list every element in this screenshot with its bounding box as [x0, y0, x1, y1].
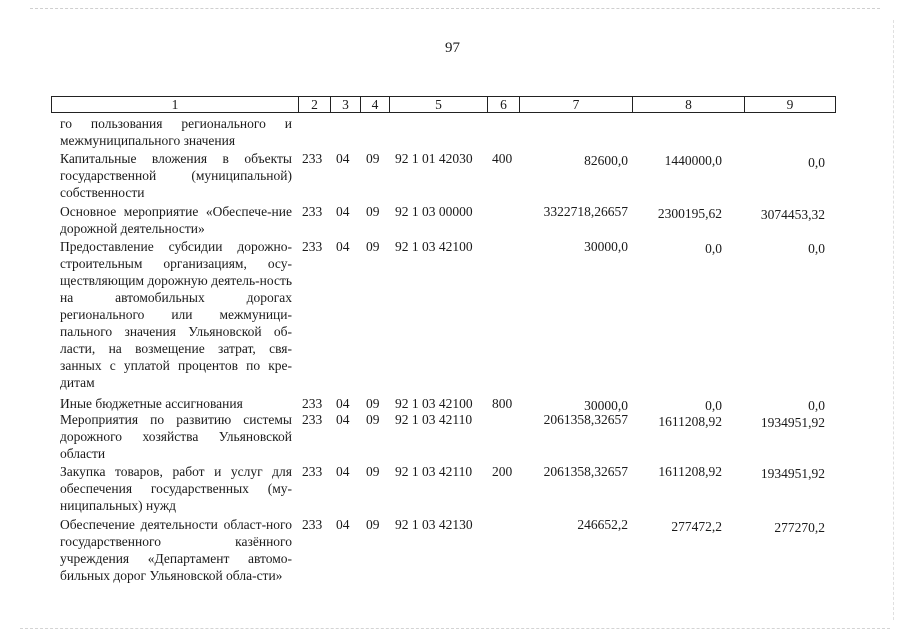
header-col-4: 4 — [360, 96, 389, 113]
row-code-4: 09 — [366, 396, 380, 411]
row-value-7: 2061358,32657 — [543, 412, 628, 427]
row-name: Иные бюджетные ассигнования — [60, 396, 243, 411]
row-value-9: 0,0 — [808, 398, 825, 413]
row-code-4: 09 — [366, 204, 380, 219]
row-value-8: 2300195,62 — [657, 206, 722, 221]
row-name: Обеспечение деятельности област-ного государственного казённого учреждения «Департамент автомо-бильных дорог Ульяновской обла-сти» — [60, 517, 292, 583]
row-code-2: 233 — [302, 396, 323, 411]
header-col-2: 2 — [298, 96, 330, 113]
scan-artifact-bottom — [20, 628, 890, 629]
row-name: Закупка товаров, работ и услуг для обеспечения государственных (му-ниципальных) нужд — [60, 464, 292, 513]
row-code-5: 92 1 03 42100 — [395, 239, 473, 254]
row-value-7: 82600,0 — [584, 153, 628, 168]
row-code-5: 92 1 03 42110 — [395, 412, 473, 427]
header-col-8: 8 — [632, 96, 744, 113]
row-value-8: 0,0 — [705, 241, 722, 256]
row-value-7: 3322718,26657 — [543, 204, 628, 219]
row-code-4: 09 — [366, 151, 380, 166]
row-value-9: 0,0 — [808, 241, 825, 256]
row-code-4: 09 — [366, 517, 380, 532]
row-value-8: 277472,2 — [671, 519, 722, 534]
row-value-7: 30000,0 — [584, 398, 628, 413]
row-code-3: 04 — [336, 396, 350, 411]
row-code-5: 92 1 03 42110 — [395, 464, 473, 479]
row-code-3: 04 — [336, 412, 350, 427]
row-name: Основное мероприятие «Обеспече-ние дорожной деятельности» — [60, 204, 292, 236]
header-col-3: 3 — [330, 96, 360, 113]
row-value-7: 2061358,32657 — [543, 464, 628, 479]
page-number: 97 — [445, 40, 460, 56]
row-code-6: 800 — [492, 396, 513, 411]
row-code-6: 400 — [492, 151, 513, 166]
row-code-3: 04 — [336, 517, 350, 532]
row-code-3: 04 — [336, 239, 350, 254]
row-value-9: 1934951,92 — [760, 415, 825, 430]
row-code-4: 09 — [366, 239, 380, 254]
row-value-8: 1611208,92 — [658, 414, 722, 429]
row-name: Предоставление субсидии дорожно-строительным организациям, осу-ществляющим дорожную деятель-ность на автомобильных дорогах регионального или межмуници-пального значения Ульяновской об-ласти, на возмещение затрат, свя-занных с уплатой процентов по кре-дитам — [60, 239, 292, 390]
row-code-5: 92 1 03 00000 — [395, 204, 473, 219]
row-code-2: 233 — [302, 464, 323, 479]
row-code-2: 233 — [302, 412, 323, 427]
row-code-2: 233 — [302, 239, 323, 254]
row-value-7: 246652,2 — [577, 517, 628, 532]
row-code-4: 09 — [366, 464, 380, 479]
row-code-2: 233 — [302, 204, 323, 219]
row-value-9: 3074453,32 — [760, 207, 825, 222]
header-col-9: 9 — [744, 96, 836, 113]
row-code-2: 233 — [302, 517, 323, 532]
header-col-1: 1 — [51, 96, 298, 113]
header-col-7: 7 — [519, 96, 632, 113]
header-col-6: 6 — [487, 96, 519, 113]
row-code-3: 04 — [336, 464, 350, 479]
row-value-7: 30000,0 — [584, 239, 628, 254]
row-code-5: 92 1 01 42030 — [395, 151, 473, 166]
row-name: го пользования регионального и межмуниципального значения — [60, 116, 292, 148]
row-code-2: 233 — [302, 151, 323, 166]
row-value-8: 1611208,92 — [658, 464, 722, 479]
row-value-8: 0,0 — [705, 398, 722, 413]
scan-artifact-right — [893, 20, 894, 620]
row-code-5: 92 1 03 42130 — [395, 517, 473, 532]
row-code-3: 04 — [336, 204, 350, 219]
row-code-3: 04 — [336, 151, 350, 166]
row-value-9: 277270,2 — [774, 520, 825, 535]
row-code-5: 92 1 03 42100 — [395, 396, 473, 411]
row-code-6: 200 — [492, 464, 513, 479]
row-code-4: 09 — [366, 412, 380, 427]
row-value-8: 1440000,0 — [664, 153, 722, 168]
row-name: Мероприятия по развитию системы дорожного хозяйства Ульяновской области — [60, 412, 292, 461]
row-name: Капитальные вложения в объекты государственной (муниципальной) собственности — [60, 151, 292, 200]
row-value-9: 0,0 — [808, 155, 825, 170]
scan-artifact-top — [30, 8, 880, 9]
header-col-5: 5 — [389, 96, 487, 113]
row-value-9: 1934951,92 — [760, 466, 825, 481]
